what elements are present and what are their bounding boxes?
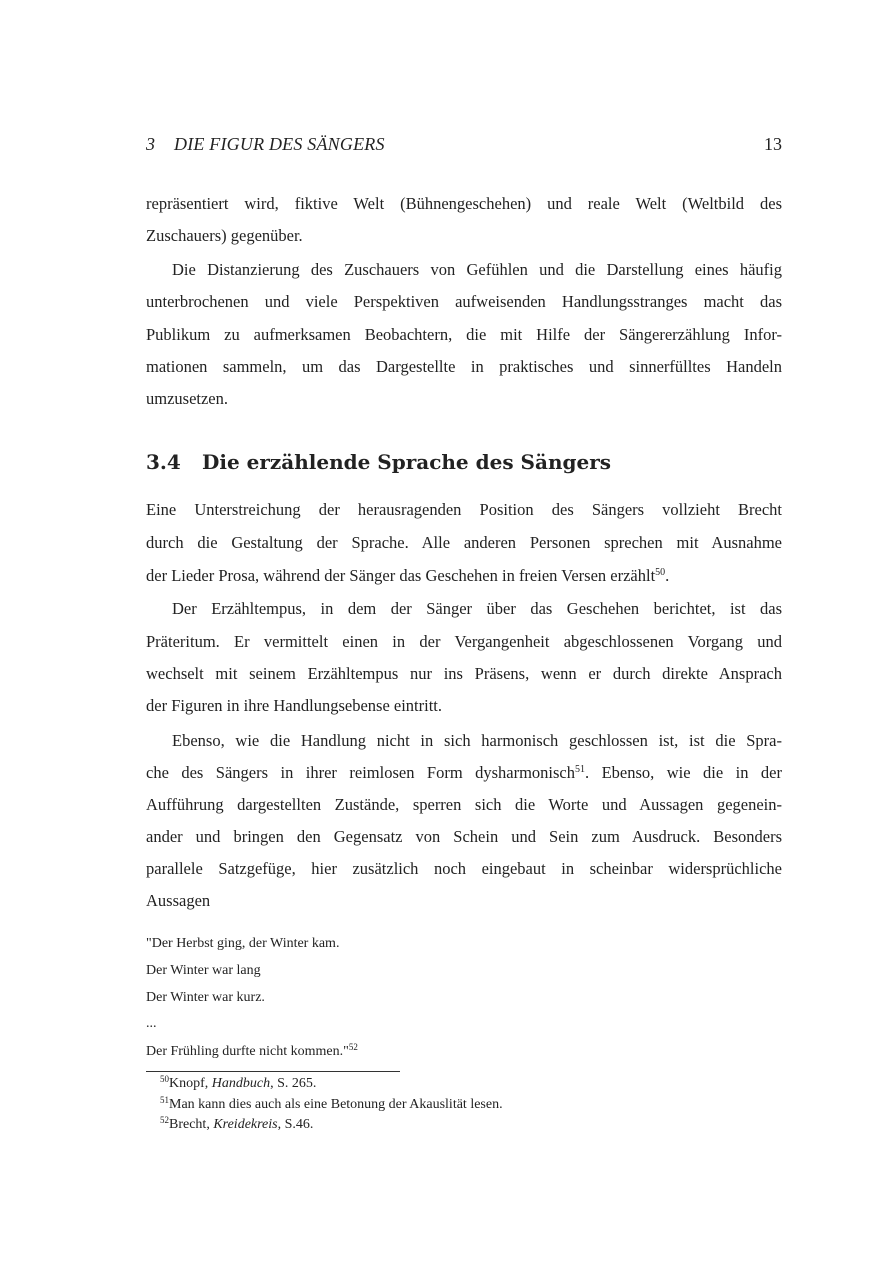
text-run-italic: Handbuch xyxy=(211,1076,271,1091)
paragraph-line: parallele Satzgefüge, hier zusätzlich noch eingebaut in scheinbar widersprüchliche xyxy=(146,859,782,878)
footnote xyxy=(160,1095,503,1115)
paragraph-line: Zuschauers) gegenüber. xyxy=(146,226,303,245)
quote-line: Der Winter war lang xyxy=(146,963,261,978)
text-run: Man kann dies auch als eine Betonung der Akauslität lesen. xyxy=(169,1097,503,1112)
paragraph-line xyxy=(146,564,782,588)
footnote-mark: 51 xyxy=(160,1095,169,1105)
paragraph-line xyxy=(146,761,782,785)
quote-line xyxy=(146,1042,358,1062)
footnote-mark: 52 xyxy=(160,1115,169,1125)
paragraph-line: Eine Unterstreichung der herausragenden Position des Sängers vollzieht Brecht xyxy=(146,500,782,519)
paragraph-line: wechselt mit seinem Erzähltempus nur ins Präsens, wenn er durch direkte Ansprach xyxy=(146,664,782,683)
quote-line: Der Winter war kurz. xyxy=(146,990,265,1005)
paragraph-line: mationen sammeln, um das Dargestellte in praktisches und sinnerfülltes Handeln xyxy=(146,357,782,376)
text-run: Brecht, xyxy=(169,1117,214,1132)
footnote-reference[interactable]: 52 xyxy=(348,1042,358,1052)
text-run: der Lieder Prosa, während der Sänger das Geschehen in freien Versen erzählt xyxy=(146,566,656,585)
running-head xyxy=(146,134,786,160)
paragraph-line: Aussagen xyxy=(146,891,211,910)
chapter-title: DIE FIGUR DES SÄNGERS xyxy=(174,134,385,154)
paragraph-line: Publikum zu aufmerksamen Beobachtern, die mit Hilfe der Sängererzählung Infor- xyxy=(146,325,782,344)
footnote-reference[interactable]: 50 xyxy=(655,567,666,578)
footnote-divider xyxy=(146,1071,400,1072)
chapter-number: 3 xyxy=(146,134,155,154)
paragraph-line: repräsentiert wird, fiktive Welt (Bühnengeschehen) und reale Welt (Weltbild des xyxy=(146,194,782,213)
footnote-reference[interactable]: 51 xyxy=(575,764,586,775)
footnote xyxy=(160,1115,313,1135)
paragraph-line: ander und bringen den Gegensatz von Schein und Sein zum Ausdruck. Besonders xyxy=(146,827,782,846)
paragraph-line: unterbrochenen und viele Perspektiven aufweisenden Handlungsstranges macht das xyxy=(146,292,782,311)
text-run: Knopf, xyxy=(169,1076,212,1091)
paragraph-line: Der Erzähltempus, in dem der Sänger über das Geschehen berichtet, ist das xyxy=(172,599,782,618)
section-title: Die erzählende Sprache des Sängers xyxy=(202,450,611,474)
paragraph-line: der Figuren in ihre Handlungsebense eintritt. xyxy=(146,696,443,715)
paragraph-line: umzusetzen. xyxy=(146,389,229,408)
paragraph-line: durch die Gestaltung der Sprache. Alle anderen Personen sprechen mit Ausnahme xyxy=(146,533,782,552)
text-run: che des Sängers in ihrer reimlosen Form dysharmonisch xyxy=(146,763,576,782)
quote-line: "Der Herbst ging, der Winter kam. xyxy=(146,936,340,951)
text-run-italic: Kreidekreis xyxy=(213,1117,278,1132)
text-run: Der Frühling durfte nicht kommen." xyxy=(146,1044,349,1059)
page-number: 13 xyxy=(764,134,782,154)
text-run: . Ebenso, wie die in der xyxy=(585,763,782,782)
paragraph-line: Die Distanzierung des Zuschauers von Gefühlen und die Darstellung eines häufig xyxy=(172,260,782,279)
paragraph-line: Aufführung dargestellten Zustände, sperren sich die Worte und Aussagen gegenein- xyxy=(146,795,782,814)
text-run: . xyxy=(665,566,670,585)
text-run: , S. 265. xyxy=(270,1076,317,1091)
text-run: , S.46. xyxy=(277,1117,314,1132)
paragraph-line: Präteritum. Er vermittelt einen in der Vergangenheit abgeschlossenen Vorgang und xyxy=(146,632,782,651)
footnote-mark: 50 xyxy=(160,1074,169,1084)
footnote xyxy=(160,1074,316,1094)
paragraph-line: Ebenso, wie die Handlung nicht in sich harmonisch geschlossen ist, ist die Spra- xyxy=(172,731,782,750)
quote-line: ... xyxy=(146,1016,157,1031)
section-number: 3.4 xyxy=(146,450,181,474)
